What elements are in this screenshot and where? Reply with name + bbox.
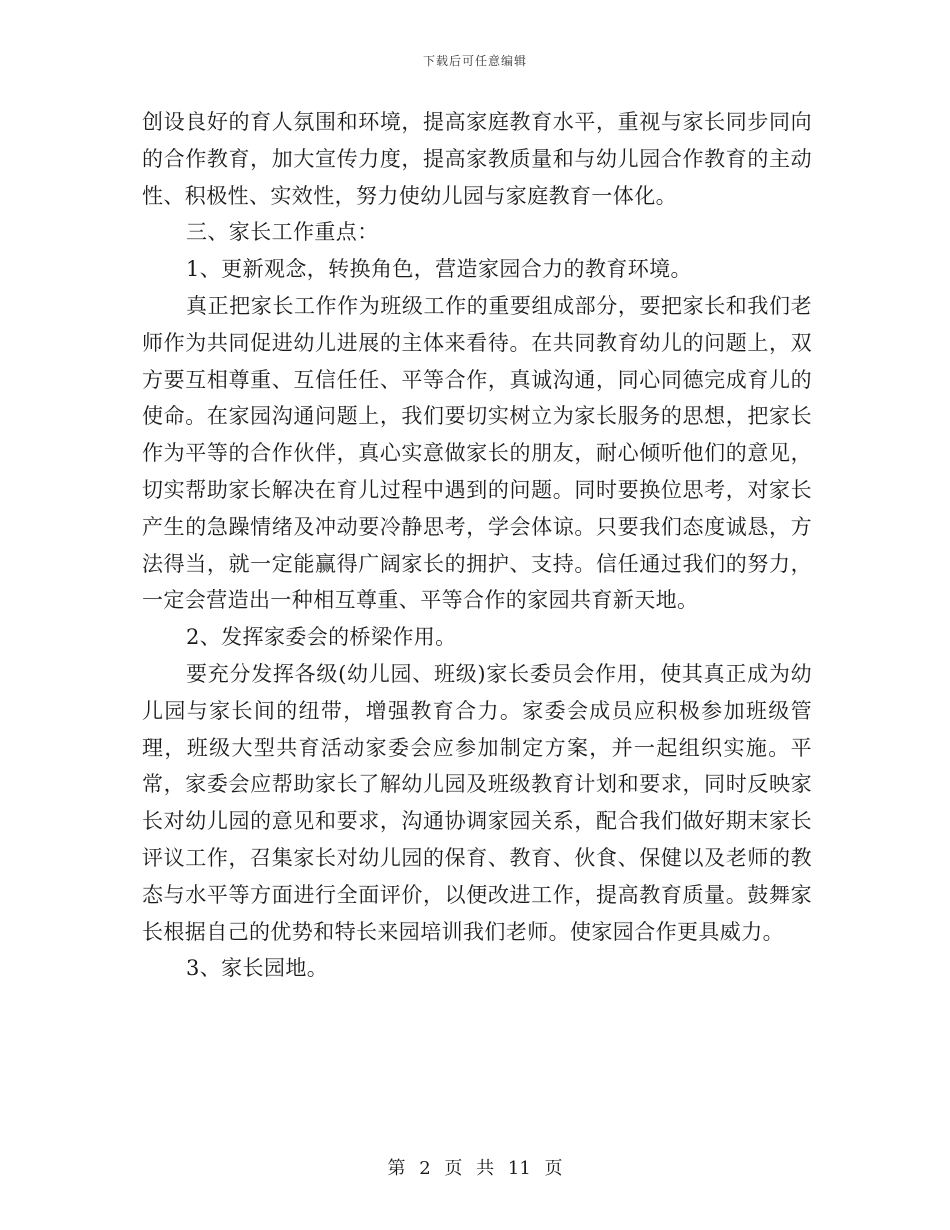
- footer-label-unit: 页: [444, 1158, 463, 1179]
- paragraph-intro-continued: 创设良好的育人氛围和环境，提高家庭教育水平，重视与家长同步同向的合作教育，加大宣传力度，提高家教质量和与幼儿园合作教育的主动性、积极性、实效性，努力使幼儿园与家庭教育一体化。: [142, 110, 812, 208]
- footer-label-total: 共: [476, 1158, 495, 1179]
- header-note: 下载后可任意编辑: [422, 54, 527, 68]
- subsection-heading-1: 1、更新观念，转换角色，营造家园合力的教育环境。: [186, 257, 692, 282]
- paragraph-subsection-1: 真正把家长工作作为班级工作的重要组成部分，要把家长和我们老师作为共同促进幼儿进展的主体来看待。在共同教育幼儿的问题上，双方要互相尊重、互信任任、平等合作，真诚沟通，同心同德完成育儿的使命。在家园沟通问题上，我们要切实树立为家长服务的思想，把家长作为平等的合作伙伴，真心实意做家长的朋友，耐心倾听他们的意见，切实帮助家长解决在育儿过程中遇到的问题。同时要换位思考，对家长产生的急躁情绪及冲动要冷静思考，学会体谅。只要我们态度诚恳，方法得当，就一定能赢得广阔家长的拥护、支持。信任通过我们的努力，一定会营造出一种相互尊重、平等合作的家园共育新天地。: [142, 293, 812, 613]
- footer-label-unit-end: 页: [544, 1158, 563, 1179]
- footer-total-pages: 11: [507, 1158, 531, 1179]
- page-footer: [0, 1154, 950, 1180]
- subsection-heading-2: 2、发挥家委会的桥梁作用。: [186, 625, 457, 650]
- subsection-heading-3: 3、家长园地。: [186, 956, 329, 981]
- footer-current-page: 2: [419, 1158, 431, 1179]
- footer-label-page: 第: [387, 1158, 406, 1179]
- document-body: [142, 104, 812, 987]
- paragraph-subsection-2: 要充分发挥各级(幼儿园、班级)家长委员会作用，使其真正成为幼儿园与家长间的纽带，增强教育合力。家委会成员应积极参加班级管理，班级大型共育活动家委会应参加制定方案，并一起组织实施。平常，家委会应帮助家长了解幼儿园及班级教育计划和要求，同时反映家长对幼儿园的意见和要求，沟通协调家园关系，配合我们做好期末家长评议工作，召集家长对幼儿园的保育、教育、伙食、保健以及老师的教态与水平等方面进行全面评价，以便改进工作，提高教育质量。鼓舞家长根据自己的优势和特长来园培训我们老师。使家园合作更具威力。: [142, 661, 812, 944]
- section-heading-3: 三、家长工作重点：: [186, 220, 379, 245]
